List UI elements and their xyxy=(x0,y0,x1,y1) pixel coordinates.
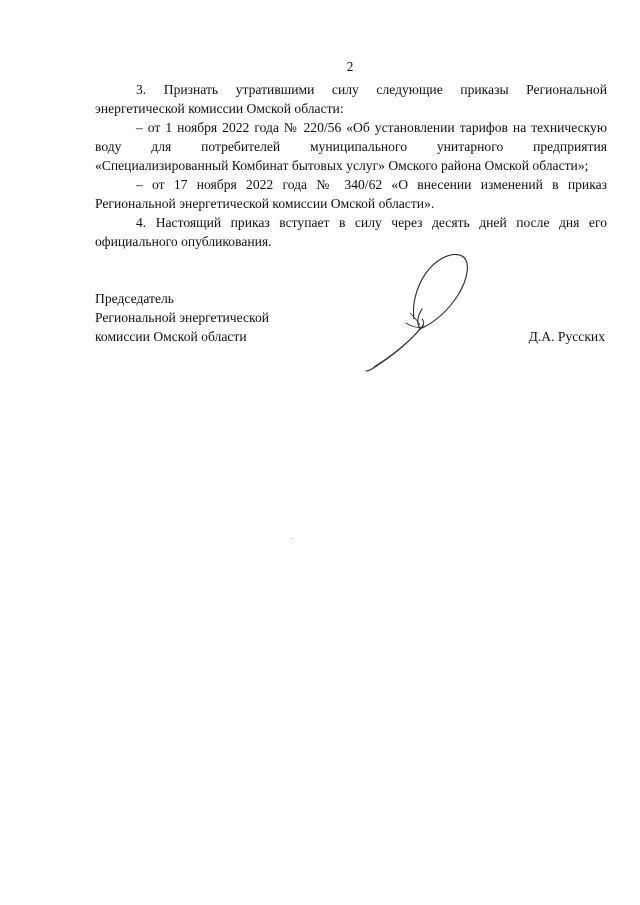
handwritten-signature xyxy=(360,243,480,373)
document-body xyxy=(95,80,607,251)
scan-speck xyxy=(291,538,293,539)
paragraph-subitem-order-340-62: – от 17 ноября 2022 года № 340/62 «О внесении изменений в приказ Региональной энергетической комиссии Омской области». xyxy=(95,177,607,211)
signatory-title-line: Региональной энергетической xyxy=(95,310,270,325)
signatory-title-line: комиссии Омской области xyxy=(95,329,247,344)
paragraph-subitem-order-220-56: – от 1 ноября 2022 года № 220/56 «Об установлении тарифов на техническую воду для потребителей муниципального унитарного предприятия «Специализированный Комбинат бытовых услуг» Омского района Омской области»; xyxy=(95,120,607,173)
signatory-title-line: Председатель xyxy=(95,291,174,306)
signatory-title xyxy=(95,289,269,346)
paragraph-item-3: 3. Признать утратившими силу следующие приказы Региональной энергетической комиссии Омской области: xyxy=(95,82,607,116)
page-number: 2 xyxy=(346,59,354,74)
signatory-name: Д.А. Русских xyxy=(528,329,605,344)
paragraph-item-4: 4. Настоящий приказ вступает в силу через десять дней после дня его официального опубликования. xyxy=(95,215,607,249)
